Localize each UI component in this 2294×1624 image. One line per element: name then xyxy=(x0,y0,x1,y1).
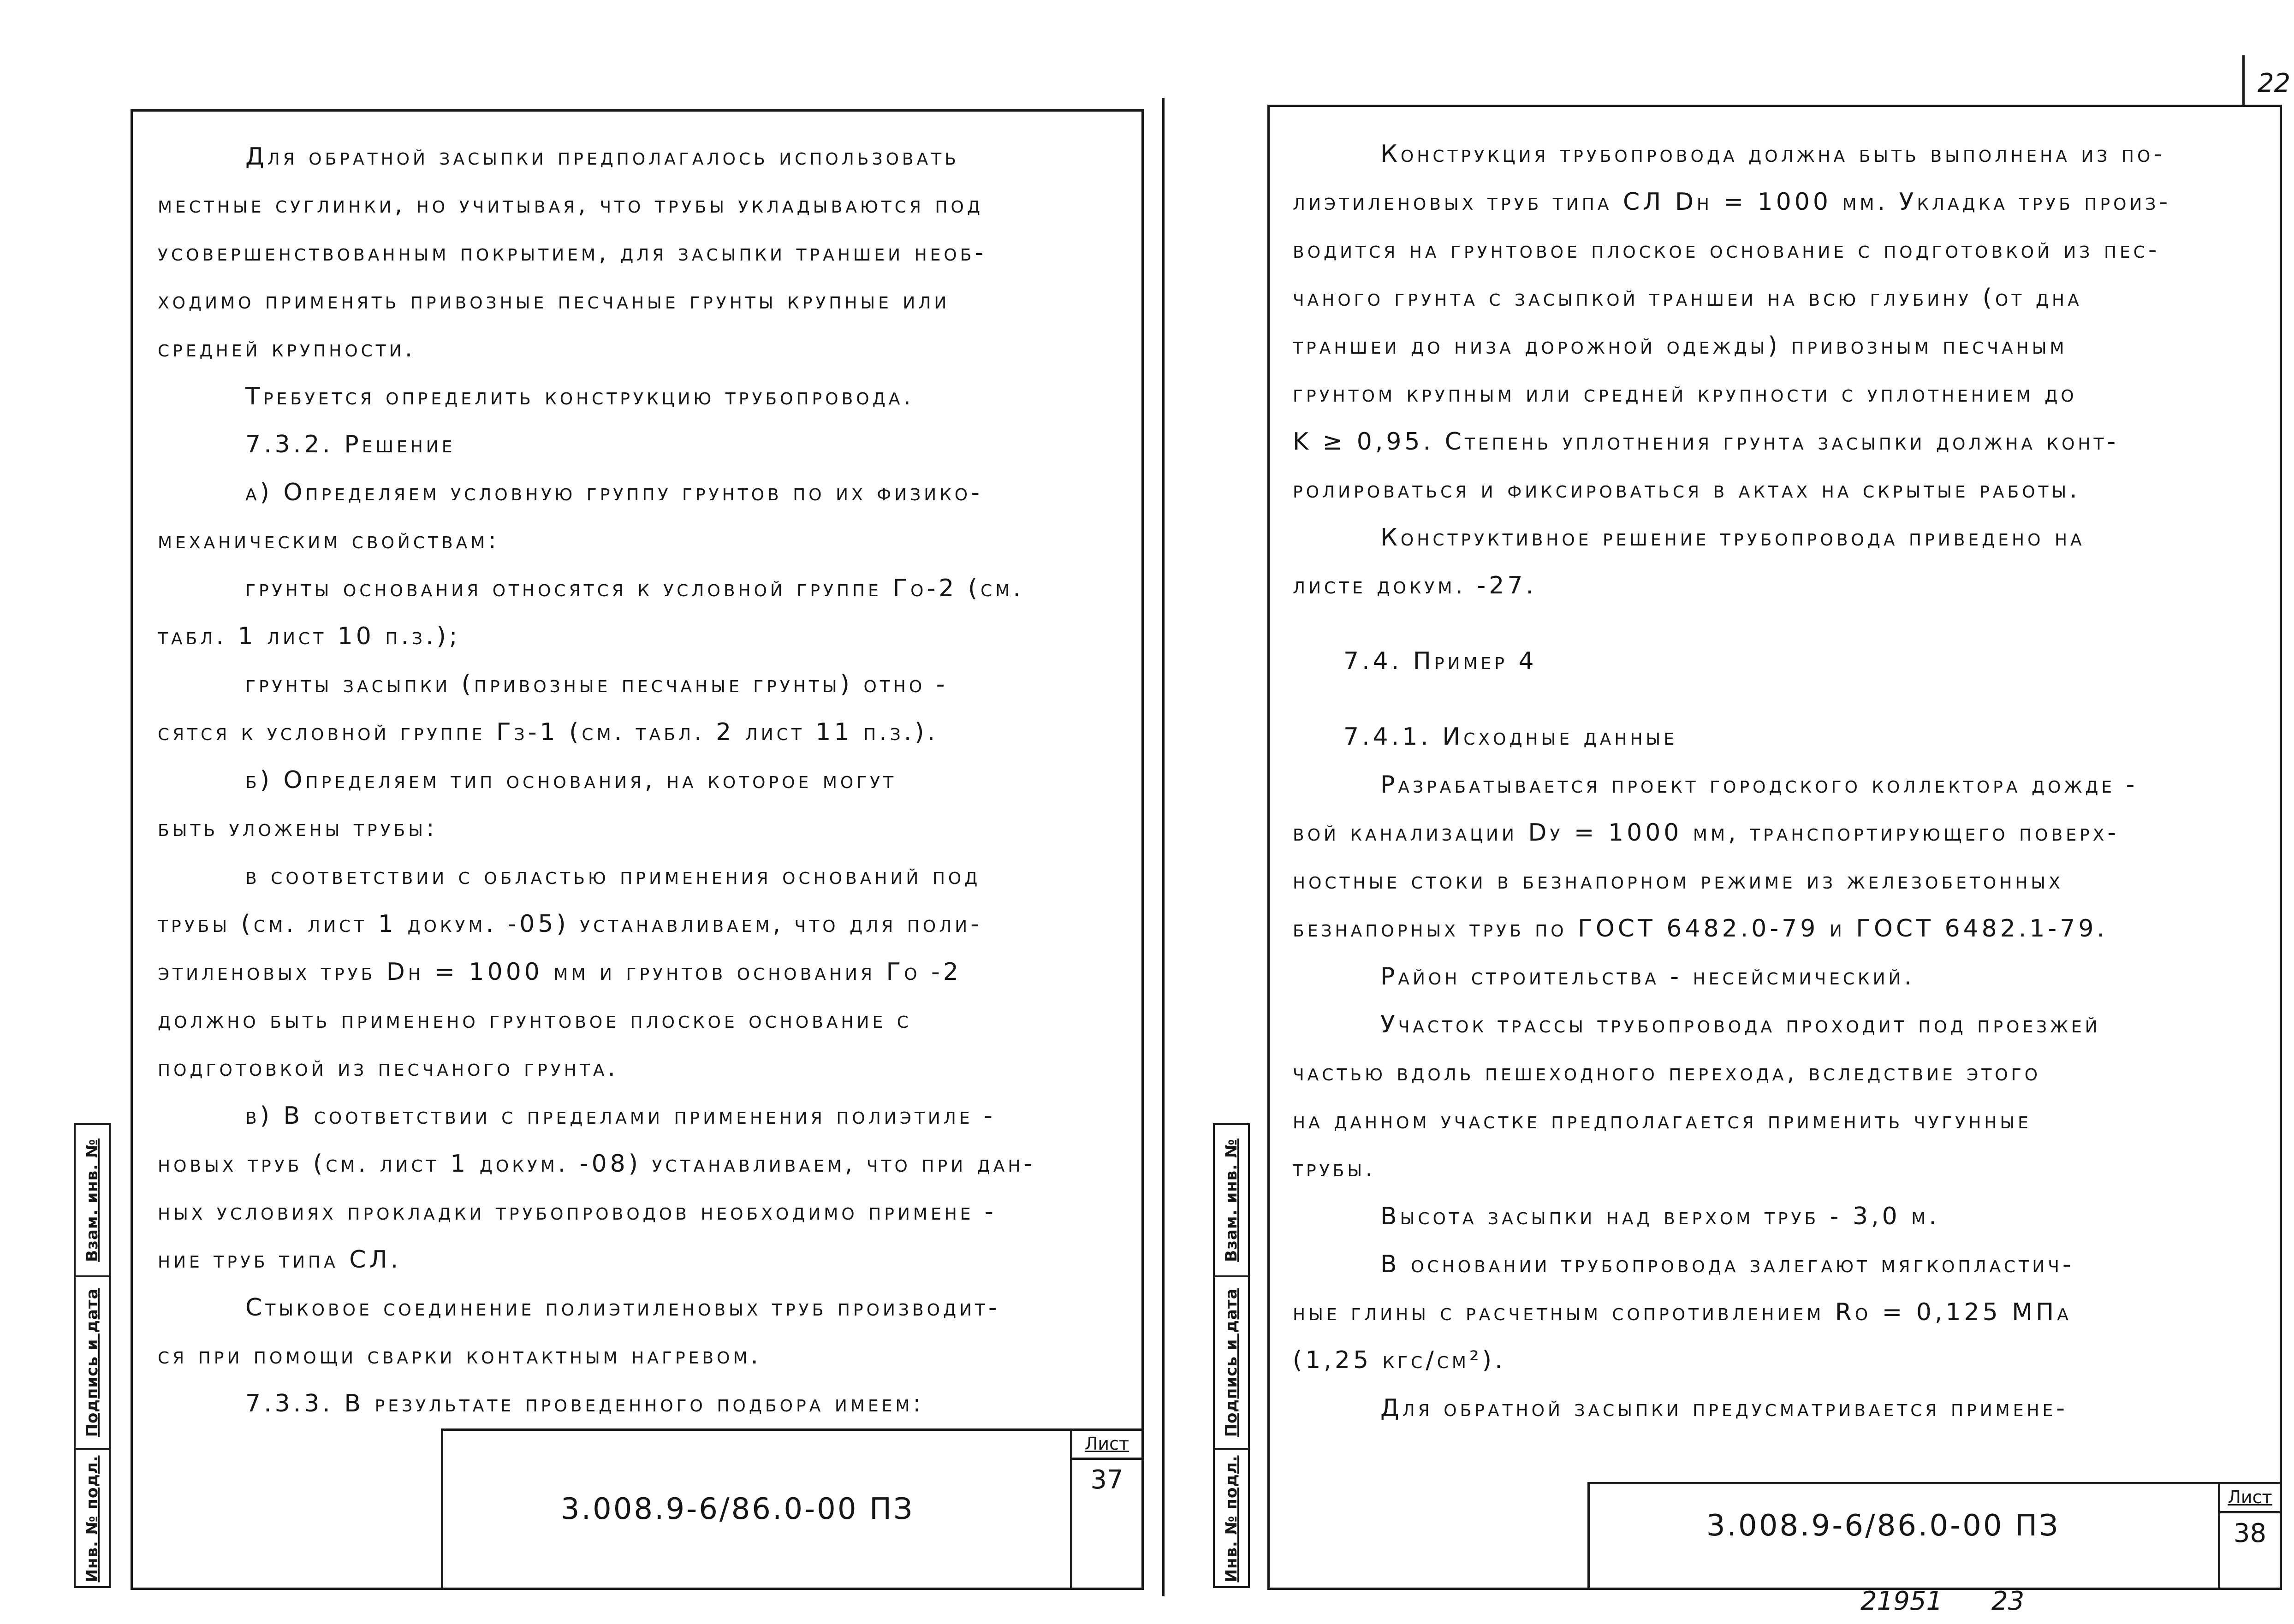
left-sheet-divider xyxy=(1072,1458,1141,1460)
text-line: частью вдоль пешеходного перехода, вследствие этого xyxy=(1293,1059,2041,1086)
text-line: Требуется определить конструкцию трубопровода. xyxy=(245,383,914,410)
text-line: механическим свойствам: xyxy=(158,527,499,554)
text-line: ходимо применять привозные песчаные грунты крупные или xyxy=(158,287,950,314)
text-line: K ≥ 0,95. Степень уплотнения грунта засыпки должна конт- xyxy=(1293,428,2119,456)
text-line: чаного грунта с засыпкой траншеи на всю глубину (от дна xyxy=(1293,284,2082,312)
right-sheet-box xyxy=(2218,1484,2280,1588)
left-label-signature-date: Подпись и дата xyxy=(83,1288,101,1437)
text-line: этиленовых труб Dн = 1000 мм и грунтов основания Го -2 xyxy=(158,958,962,986)
right-side-cell-replace-inv xyxy=(1215,1125,1248,1277)
text-line: на данном участке предполагается применить чугунные xyxy=(1293,1107,2032,1134)
bottom-archive-number: 21951 xyxy=(1860,1586,1943,1616)
left-side-cell-inv-orig xyxy=(76,1450,109,1588)
text-line: Конструктивное решение трубопровода приведено на xyxy=(1380,524,2085,551)
text-line: должно быть применено грунтовое плоское основание с xyxy=(158,1006,912,1034)
text-line: быть уложены трубы: xyxy=(158,814,438,842)
text-line: средней крупности. xyxy=(158,335,416,362)
text-line: лиэтиленовых труб типа СЛ Dн = 1000 мм. Укладка труб произ- xyxy=(1293,188,2171,216)
left-document-code: 3.008.9-6/86.0-00 ПЗ xyxy=(560,1492,915,1526)
text-line: в соответствии с областью применения оснований под xyxy=(245,862,981,890)
right-label-replace-inv: Взам. инв. № xyxy=(1222,1138,1241,1262)
text-line: трубы (см. лист 1 докум. -05) устанавливаем, что для поли- xyxy=(158,910,982,938)
text-line: Высота засыпки над верхом труб - 3,0 м. xyxy=(1380,1203,1940,1230)
text-line: сятся к условной группе Гз-1 (см. табл. 2 лист 11 п.з.). xyxy=(158,718,939,746)
center-fold-line xyxy=(1162,98,1165,1596)
right-title-block xyxy=(1587,1482,2280,1588)
right-sheet-label: Лист xyxy=(2228,1487,2272,1507)
text-line: 7.3.3. В результате проведенного подбора имеем: xyxy=(245,1390,924,1417)
text-line: грунтом крупным или средней крупности с уплотнением до xyxy=(1293,380,2077,408)
left-sheet-label: Лист xyxy=(1084,1434,1129,1454)
left-side-cell-replace-inv xyxy=(76,1125,109,1277)
text-line: усовершенствованным покрытием, для засыпки траншеи необ- xyxy=(158,239,987,267)
text-line: в) В соответствии с пределами применения полиэтиле - xyxy=(245,1102,996,1130)
text-line: вой канализации Dу = 1000 мм, транспортирующего поверх- xyxy=(1293,819,2120,847)
right-page-text xyxy=(1293,130,2171,1432)
text-line: ся при помощи сварки контактным нагревом. xyxy=(158,1342,762,1369)
text-line: Разрабатывается проект городского коллектора дожде - xyxy=(1380,771,2138,799)
text-line: грунты засыпки (привозные песчаные грунты) отно - xyxy=(245,670,948,698)
text-line: новых труб (см. лист 1 докум. -08) устанавливаем, что при дан- xyxy=(158,1150,1036,1178)
right-side-cell-signature xyxy=(1215,1277,1248,1450)
text-line: (1,25 кгс/см²). xyxy=(1293,1346,1506,1374)
left-sheet-box xyxy=(1070,1431,1141,1588)
left-label-replace-inv: Взам. инв. № xyxy=(83,1138,101,1262)
text-line: водится на грунтовое плоское основание с подготовкой из пес- xyxy=(1293,236,2160,264)
text-line: безнапорных труб по ГОСТ 6482.0-79 и ГОСТ 6482.1-79. xyxy=(1293,915,2108,942)
left-page-frame xyxy=(131,109,1144,1590)
text-line: Для обратной засыпки предусматривается примене- xyxy=(1380,1394,2068,1422)
text-line: а) Определяем условную группу грунтов по их физико- xyxy=(245,479,983,506)
right-label-inv-original: Инв. № подл. xyxy=(1222,1455,1241,1583)
text-line: листе докум. -27. xyxy=(1293,572,1537,599)
text-line: Район строительства - несейсмический. xyxy=(1380,963,1915,990)
text-line: 7.4. Пример 4 xyxy=(1343,647,1537,675)
text-line: 7.4.1. Исходные данные xyxy=(1343,723,1678,751)
top-tick-line xyxy=(2242,55,2245,106)
right-document-code: 3.008.9-6/86.0-00 ПЗ xyxy=(1706,1509,2060,1543)
right-side-cell-inv-orig xyxy=(1215,1450,1248,1588)
text-line: ностные стоки в безнапорном режиме из железобетонных xyxy=(1293,867,2063,895)
text-line: ние труб типа СЛ. xyxy=(158,1246,402,1274)
top-right-page-number: 22 xyxy=(2258,68,2291,98)
text-line: Стыковое соединение полиэтиленовых труб производит- xyxy=(245,1294,1000,1322)
text-line: ных условиях прокладки трубопроводов необходимо примене - xyxy=(158,1198,997,1226)
right-side-strip xyxy=(1213,1123,1250,1588)
right-sheet-divider xyxy=(2220,1511,2280,1513)
left-side-cell-signature xyxy=(76,1277,109,1450)
text-line: трубы. xyxy=(1293,1155,1376,1182)
right-page-frame xyxy=(1267,105,2282,1590)
left-sheet-number: 37 xyxy=(1090,1465,1123,1495)
left-title-block xyxy=(441,1428,1141,1588)
text-line: траншеи до низа дорожной одежды) привозным песчаным xyxy=(1293,332,2068,360)
text-line: 7.3.2. Решение xyxy=(245,431,456,458)
text-line: В основании трубопровода залегают мягкопластич- xyxy=(1380,1251,2074,1278)
right-label-signature-date: Подпись и дата xyxy=(1222,1288,1241,1437)
bottom-page-number: 23 xyxy=(1991,1586,2025,1616)
left-side-strip xyxy=(74,1123,111,1588)
text-line: ролироваться и фиксироваться в актах на скрытые работы. xyxy=(1293,476,2080,504)
text-line: Участок трассы трубопровода проходит под проезжей xyxy=(1380,1011,2101,1038)
text-line: б) Определяем тип основания, на которое могут xyxy=(245,766,897,794)
text-line: Для обратной засыпки предполагалось использовать xyxy=(245,143,959,171)
text-line: ные глины с расчетным сопротивлением Ro = 0,125 МПа xyxy=(1293,1298,2072,1326)
left-page-text xyxy=(158,133,1035,1428)
text-line: подготовкой из песчаного грунта. xyxy=(158,1054,619,1082)
left-label-inv-original: Инв. № подл. xyxy=(83,1455,101,1583)
right-sheet-number: 38 xyxy=(2233,1518,2267,1548)
text-line: Конструкция трубопровода должна быть выполнена из по- xyxy=(1380,140,2166,168)
text-line: табл. 1 лист 10 п.з.); xyxy=(158,622,461,650)
text-line: местные суглинки, но учитывая, что трубы укладываются под xyxy=(158,191,983,219)
text-line: грунты основания относятся к условной группе Го-2 (см. xyxy=(245,575,1024,602)
